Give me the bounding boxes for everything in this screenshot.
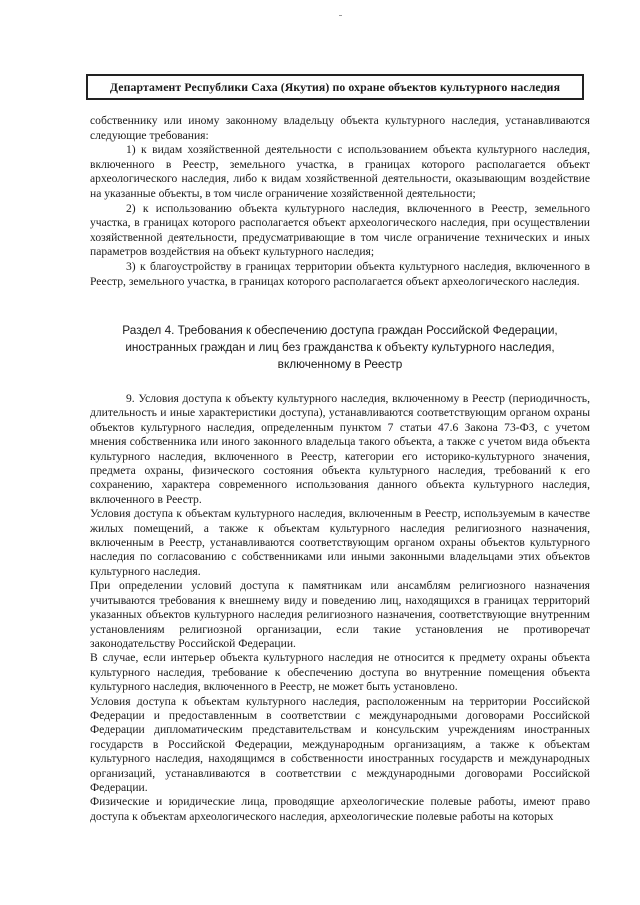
diplomatic-objects-paragraph: Условия доступа к объектам культурного наследия, расположенным на территории Российской Федерации и предоставленным в соответствии с международными договорами Российской Федерации дипломатическим представительствам и консульским учреждениям иностранных государств в Российской Федерации, международным организациям, а также к объектам культурного наследия, находящимся в собственности иностранных государств и международных организаций, устанавливаются в соответствии с международными договорами Российской Федерации.	[90, 694, 590, 794]
section-heading	[90, 322, 590, 373]
requirement-item-1: 1) к видам хозяйственной деятельности с использованием объекта культурного наследия, включенного в Реестр, земельного участка, в границах которого располагается объект археологического наследия, либо к видам хозяйственной деятельности, оказывающим воздействие на указанные объекты, в том числе ограничение хозяйственной деятельности;	[90, 143, 590, 200]
religious-monuments-paragraph: При определении условий доступа к памятникам или ансамблям религиозного назначения учитываются требования к внешнему виду и поведению лиц, находящихся в границах территорий указанных объектов культурного наследия религиозного назначения, соответствующие внутренним установлениям религиозной организации, если такие установления не противоречат законодательству Российской Федерации.	[90, 579, 590, 650]
section-heading-line-3: включенному в Реестр	[277, 357, 403, 371]
requirement-item-2: 2) к использованию объекта культурного наследия, включенного в Реестр, земельного участка, в границах которого располагается объект археологического наследия, при осуществлении хозяйственной деятельности, предусматривающие в том числе ограничение технических и иных параметров воздействия на объект культурного наследия;	[90, 201, 590, 259]
department-header	[86, 74, 584, 100]
access-conditions-text	[90, 392, 590, 824]
scan-speck	[339, 15, 342, 16]
requirement-item-3: 3) к благоустройству в границах территории объекта культурного наследия, включенного в Реестр, земельного участка, в границах которого располагается объект археологического наследия.	[90, 259, 590, 288]
section-heading-line-1: Раздел 4. Требования к обеспечению доступа граждан Российской Федерации,	[122, 323, 558, 337]
interior-paragraph: В случае, если интерьер объекта культурного наследия не относится к предмету охраны объекта культурного наследия, требование к обеспечению доступа во внутренние помещения объекта культурного наследия, включенного в Реестр, не может быть установлено.	[90, 651, 590, 694]
section-heading-line-2: иностранных граждан и лиц без гражданства к объекту культурного наследия,	[125, 340, 555, 354]
paragraph-9: 9. Условия доступа к объекту культурного наследия, включенному в Реестр (периодичность, длительность и иные характеристики доступа), устанавливаются соответствующим органом охраны объектов культурного наследия, определенным пунктом 7 статьи 47.6 Закона 73-ФЗ, с учетом мнения собственника или иного законного владельца такого объекта, а также с учетом вида объекта культурного наследия, включенного в Реестр, категории его историко-культурного значения, предмета охраны, физического состояния объекта культурного наследия, требований к его сохранению, характера современного использования данного объекта культурного наследия, включенного в Реестр.	[90, 392, 590, 506]
archaeological-access-paragraph: Физические и юридические лица, проводящие археологические полевые работы, имеют право доступа к объектам археологического наследия, археологические полевые работы на которых	[90, 795, 590, 823]
requirements-list	[90, 114, 590, 289]
residential-religious-paragraph: Условия доступа к объектам культурного наследия, включенным в Реестр, используемым в качестве жилых помещений, а также к объектам культурного наследия религиозного назначения, включенным в Реестр, устанавливаются соответствующим органом охраны объектов культурного наследия по согласованию с собственниками или иными законными владельцами этих объектов культурного наследия.	[90, 507, 590, 578]
department-title: Департамент Республики Саха (Якутия) по охране объектов культурного наследия	[109, 79, 561, 94]
intro-paragraph: собственнику или иному законному владельцу объекта культурного наследия, устанавливаются следующие требования:	[90, 114, 590, 142]
